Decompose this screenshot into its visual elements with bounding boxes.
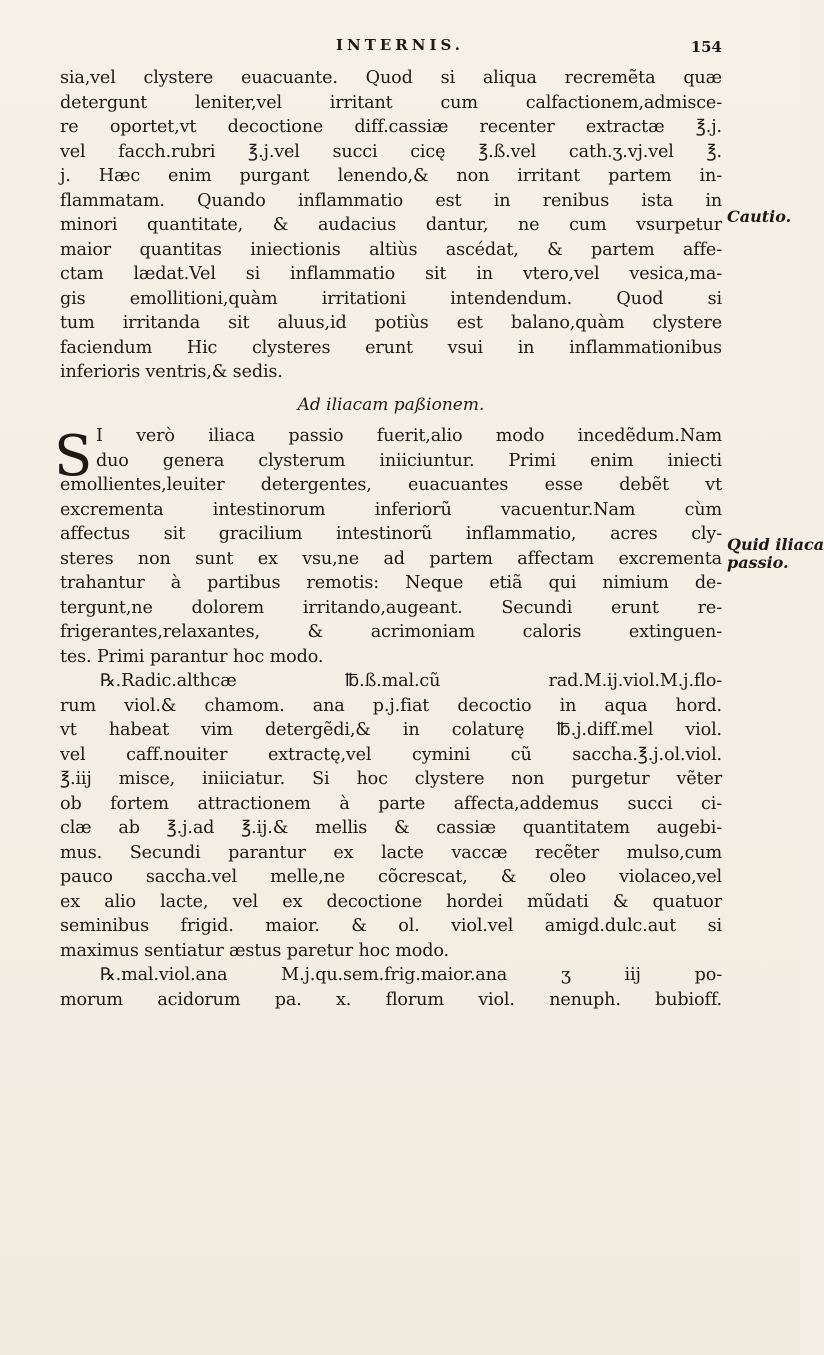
text-line: mus. Secundi parantur ex lacte vaccæ recẽter mulso,cum	[60, 842, 722, 863]
margin-note-passio: passio.	[727, 553, 789, 572]
margin-note-quid-iliaca-line1: Quid iliaca	[727, 535, 824, 554]
text-line: duo genera clysterum iniiciuntur. Primi enim iniecti	[96, 450, 722, 471]
text-line: steres non sunt ex vsu,ne ad partem affectam excrementa	[60, 548, 722, 569]
text-line: vt habeat vim detergẽdi,& in colaturę ℔.j.diff.mel viol.	[60, 720, 722, 740]
text-line: trahantur à partibus remotis: Neque etiã qui nimium de-	[60, 573, 722, 593]
recipe-2	[60, 963, 722, 1012]
text-line: maior quantitas iniectionis altiùs ascédat, & partem affe-	[60, 239, 722, 260]
text-line: I verò iliaca passio fuerit,alio modo incedẽdum.Nam	[96, 426, 722, 446]
text-line: maximus sentiatur æstus paretur hoc modo.	[60, 940, 449, 961]
text-line: gis emollitioni,quàm irritationi intendendum. Quod si	[60, 288, 722, 309]
running-head	[0, 36, 800, 60]
margin-note-quid-iliaca	[727, 536, 824, 572]
text-line: rum viol.& chamom. ana p.j.fiat decoctio in aqua hord.	[60, 695, 722, 716]
text-line: frigerantes,relaxantes, & acrimoniam caloris extinguen-	[60, 622, 722, 642]
text-line: ex alio lacte, vel ex decoctione hordei mũdati & quatuor	[60, 891, 722, 912]
text-line: vel caff.nouiter extractę,vel cymini cũ saccha.℥.j.ol.viol.	[60, 744, 722, 765]
drop-cap: S	[54, 424, 93, 489]
running-title: INTERNIS.	[335, 36, 465, 54]
text-line: ctam lædat.Vel si inflammatio sit in vtero,vel vesica,ma-	[60, 264, 722, 284]
text-line: clæ ab ℥.j.ad ℥.ij.& mellis & cassiæ quantitatem augebi-	[60, 818, 722, 838]
text-line: ℞.mal.viol.ana M.j.qu.sem.frig.maior.ana ʒ iij po-	[100, 965, 722, 985]
margin-note-cautio: Cautio.	[727, 207, 792, 226]
text-line: emollientes,leuiter detergentes, euacuantes esse debẽt vt	[60, 475, 722, 495]
text-line: pauco saccha.vel melle,ne cõcrescat, & oleo violaceo,vel	[60, 867, 722, 887]
text-line: detergunt leniter,vel irritant cum calfactionem,admisce-	[60, 92, 722, 113]
text-line: ℞.Radic.althcæ ℔.ß.mal.cũ rad.M.ij.viol.M.j.flo-	[100, 671, 722, 691]
text-line: ℥.iij misce, iniiciatur. Si hoc clystere non purgetur vẽter	[60, 769, 722, 789]
paragraph-2-cont	[60, 473, 722, 669]
recipe-1	[60, 669, 722, 963]
text-line: vel facch.rubri ℥.j.vel succi cicę ℥.ß.vel cath.ʒ.vj.vel ℥.	[60, 141, 722, 162]
text-line: faciendum Hic clysteres erunt vsui in inflammationibus	[60, 337, 722, 358]
text-line: seminibus frigid. maior. & ol. viol.vel amigd.dulc.aut si	[60, 916, 722, 936]
text-line: excrementa intestinorum inferiorũ vacuentur.Nam cùm	[60, 499, 722, 520]
paragraph-1	[60, 66, 722, 385]
text-line: j. Hæc enim purgant lenendo,& non irritant partem in-	[60, 166, 722, 186]
text-line: sia,vel clysterе euacuante. Quod si aliqua recremẽta quæ	[60, 68, 722, 88]
text-line: morum acidorum pa. x. florum viol. nenuph. bubioff.	[60, 989, 722, 1010]
text-line: tum irritanda sit aluus,id potiùs est balano,quàm clysterе	[60, 313, 722, 333]
text-line: re oportet,vt decoctione diff.cassiæ recenter extractæ ℥.j.	[60, 117, 722, 137]
text-line: minori quantitate, & audacius dantur, ne cum vsurpetur	[60, 215, 722, 235]
text-line: tergunt,ne dolorem irritando,augeant. Secundi erunt re-	[60, 597, 722, 618]
body-text	[54, 66, 722, 1012]
text-line: affectus sit gracilium intestinorũ inflammatio, acres cly-	[60, 524, 722, 544]
text-line: tes. Primi parantur hoc modo.	[60, 646, 324, 667]
section-heading: Ad iliacam paßionem.	[297, 394, 485, 415]
text-line: flammatam. Quando inflammatio est in renibus ista in	[60, 190, 722, 211]
page-number: 154	[690, 38, 722, 56]
text-line: ob fortem attractionem à parte affecta,addemus succi ci-	[60, 793, 722, 814]
text-line: inferioris ventris,& sedis.	[60, 362, 283, 382]
